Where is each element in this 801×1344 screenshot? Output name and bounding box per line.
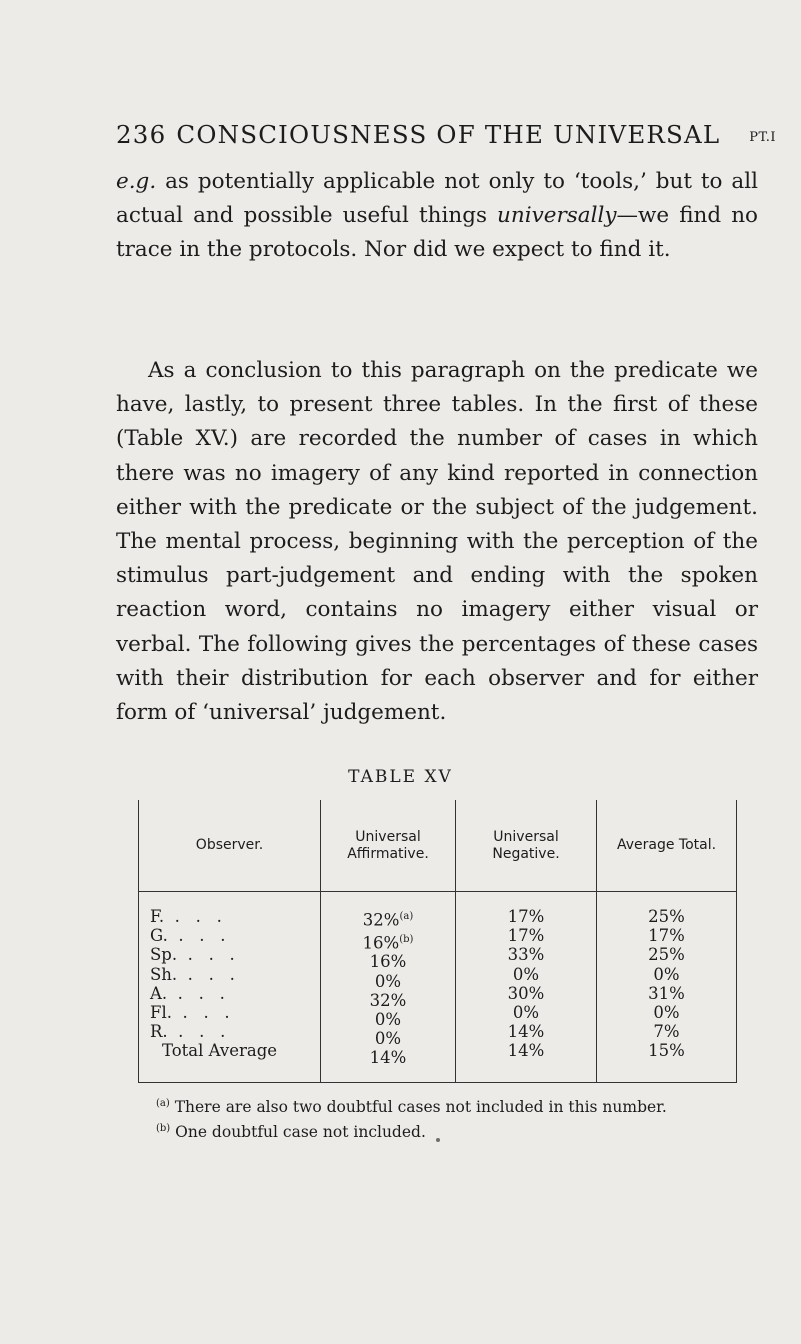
col-header-observer: Observer. <box>139 800 321 892</box>
running-header <box>116 120 788 149</box>
paragraph-1-em-1: e.g. <box>116 169 157 194</box>
value-cell: 0% <box>374 1029 402 1049</box>
value-cell: 25% <box>648 945 685 965</box>
col-header-affirmative-line2: Affirmative. <box>347 845 429 862</box>
page-number: 236 <box>116 120 167 149</box>
col-header-negative <box>456 800 597 892</box>
value-cell: 0% <box>512 1003 540 1023</box>
observer-cell: A. . . . <box>150 983 225 1003</box>
value-cell: 0% <box>653 964 680 984</box>
value-cell: 30% <box>507 983 545 1003</box>
value-text: 16% <box>362 933 400 953</box>
observer-cell: Sp. . . . <box>150 945 235 965</box>
observer-cell: Sh. . . . <box>150 964 235 984</box>
value-cell: 0% <box>374 1010 402 1030</box>
value-cell: 33% <box>507 945 545 965</box>
value-cell: 14% <box>507 1022 545 1042</box>
footnote-b <box>156 1118 786 1143</box>
paragraph-1 <box>116 165 758 268</box>
observer-column <box>139 892 321 1083</box>
footnote-ref-a: (a) <box>399 911 414 922</box>
observer-cell: G. . . . <box>150 926 226 946</box>
value-cell: 16% <box>369 952 407 972</box>
value-cell: 0% <box>374 971 402 991</box>
value-cell: 25% <box>648 907 685 926</box>
footnote-b-text: One doubtful case not included. <box>170 1123 426 1142</box>
col-header-negative-line2: Negative. <box>492 845 560 862</box>
table-header-row <box>139 800 737 892</box>
value-cell: 7% <box>653 1022 680 1042</box>
table-body-row <box>139 892 737 1083</box>
value-cell: 0% <box>512 964 540 984</box>
footnote-a-text: There are also two doubtful cases not included in this number. <box>169 1098 667 1117</box>
running-title: CONSCIOUSNESS OF THE UNIVERSAL <box>176 120 721 149</box>
col-header-affirmative <box>321 800 456 892</box>
value-cell: 31% <box>648 983 685 1003</box>
value-text: 32% <box>362 910 400 930</box>
negative-column <box>456 892 597 1083</box>
observer-cell: R. . . . <box>150 1022 226 1042</box>
observer-cell: F. . . . <box>150 907 222 926</box>
footnote-ref-b: (b) <box>399 933 414 945</box>
table-title: TABLE XV <box>348 767 453 787</box>
footnote-b-mark: (b) <box>156 1123 171 1135</box>
paragraph-1-text-1: as potentially applicable not only to ‘tools,’ but to all actual and possible useful things <box>116 169 758 229</box>
ink-dot <box>436 1138 440 1142</box>
value-cell: 0% <box>653 1003 680 1023</box>
paragraph-1-text-2: —we find no trace in the protocols. Nor did we expect to find it. <box>116 203 758 263</box>
observer-cell: Fl. . . . <box>150 1003 230 1023</box>
footnote-a <box>156 1093 786 1118</box>
footnote-a-mark: (a) <box>156 1098 170 1109</box>
total-average-label: Total Average <box>162 1041 278 1061</box>
value-cell: 15% <box>648 1041 685 1061</box>
footnotes <box>156 1093 786 1143</box>
paragraph-1-em-2: universally <box>497 203 617 229</box>
value-cell: 17% <box>507 926 545 946</box>
value-cell: 17% <box>507 907 545 926</box>
part-label: PT.I <box>749 130 776 145</box>
value-cell: 32% <box>369 990 407 1010</box>
paragraph-2: As a conclusion to this paragraph on the predicate we have, lastly, to present three tables. In the first of these (Table XV.) are recorded the number of cases in which there was no imagery of any kind reported in connection either with the predicate or the subject of the judgement. The mental process, beginning with the perception of the stimulus part-judgement and ending with the spoken reaction word, contains no imagery either visual or verbal. The following gives the percentages of these cases with their distribution for each observer and for either form of ‘universal’ judgement. <box>116 358 758 726</box>
value-cell: 14% <box>369 1048 407 1068</box>
average-column <box>597 892 737 1083</box>
value-cell <box>322 930 454 953</box>
value-cell: 17% <box>648 926 685 946</box>
value-cell <box>322 907 454 930</box>
affirmative-column <box>321 892 456 1083</box>
col-header-negative-line1: Universal <box>493 828 559 845</box>
col-header-affirmative-line1: Universal <box>355 828 421 845</box>
data-table <box>138 800 737 1083</box>
value-cell: 14% <box>507 1041 545 1061</box>
col-header-average: Average Total. <box>597 800 737 892</box>
